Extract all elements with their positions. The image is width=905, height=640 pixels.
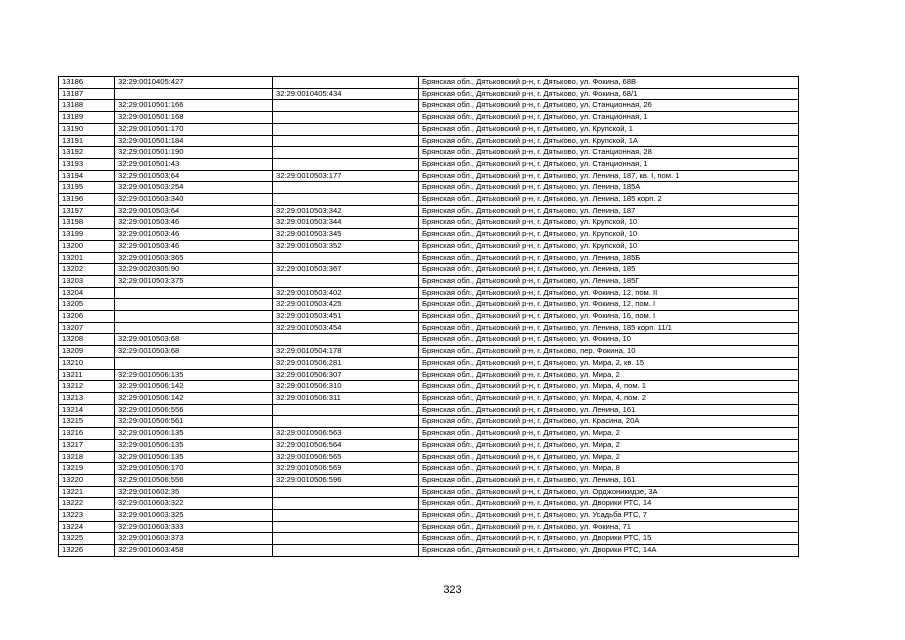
land-cadastral-number-cell: 32:29:0010501:166 (115, 100, 273, 112)
object-cadastral-number-cell (273, 252, 419, 264)
row-number-cell: 13223 (59, 510, 115, 522)
row-number-cell: 13212 (59, 381, 115, 393)
address-cell: Брянская обл., Дятьковский р-н, г. Дятьково, ул. Ленина, 185Г (419, 275, 799, 287)
table-row (59, 533, 799, 545)
address-cell: Брянская обл., Дятьковский р-н, г. Дятьково, ул. Дворики РТС, 14А (419, 545, 799, 557)
object-cadastral-number-cell (273, 545, 419, 557)
land-cadastral-number-cell (115, 322, 273, 334)
object-cadastral-number-cell: 32:29:0010503:344 (273, 217, 419, 229)
address-cell: Брянская обл., Дятьковский р-н, г. Дятьково, ул. Фокина, 12, пом. I (419, 299, 799, 311)
row-number-cell: 13224 (59, 521, 115, 533)
table-row (59, 498, 799, 510)
land-cadastral-number-cell: 32:29:0010501:170 (115, 123, 273, 135)
land-cadastral-number-cell (115, 287, 273, 299)
object-cadastral-number-cell (273, 147, 419, 159)
land-cadastral-number-cell: 32:29:0010506:556 (115, 404, 273, 416)
object-cadastral-number-cell (273, 533, 419, 545)
table-row (59, 229, 799, 241)
object-cadastral-number-cell: 32:29:0010503:352 (273, 240, 419, 252)
row-number-cell: 13202 (59, 264, 115, 276)
row-number-cell: 13191 (59, 135, 115, 147)
table-row (59, 287, 799, 299)
object-cadastral-number-cell: 32:29:0010506:307 (273, 369, 419, 381)
table-row (59, 147, 799, 159)
address-cell: Брянская обл., Дятьковский р-н, г. Дятьково, ул. Мира, 4, пом. 1 (419, 381, 799, 393)
address-cell: Брянская обл., Дятьковский р-н, г. Дятьково, ул. Ленина, 185 (419, 264, 799, 276)
land-cadastral-number-cell: 32:29:0010503:46 (115, 240, 273, 252)
object-cadastral-number-cell: 32:29:0010405:434 (273, 88, 419, 100)
row-number-cell: 13198 (59, 217, 115, 229)
land-cadastral-number-cell: 32:29:0010506:135 (115, 428, 273, 440)
table-row (59, 416, 799, 428)
table-row (59, 334, 799, 346)
address-cell: Брянская обл., Дятьковский р-н, г. Дятьково, ул. Фокина, 68/1 (419, 88, 799, 100)
table-row (59, 217, 799, 229)
address-cell: Брянская обл., Дятьковский р-н, г. Дятьково, ул. Ленина, 185 корп. 11/1 (419, 322, 799, 334)
object-cadastral-number-cell: 32:29:0010503:451 (273, 311, 419, 323)
object-cadastral-number-cell: 32:29:0010503:402 (273, 287, 419, 299)
address-cell: Брянская обл., Дятьковский р-н, г. Дятьково, ул. Мира, 2, кв. 15 (419, 357, 799, 369)
address-cell: Брянская обл., Дятьковский р-н, г. Дятьково, ул. Ленина, 161 (419, 474, 799, 486)
object-cadastral-number-cell (273, 521, 419, 533)
address-cell: Брянская обл., Дятьковский р-н, г. Дятьково, ул. Ленина, 187 (419, 205, 799, 217)
object-cadastral-number-cell: 32:29:0010503:345 (273, 229, 419, 241)
table-row (59, 264, 799, 276)
table-row (59, 346, 799, 358)
land-cadastral-number-cell: 32:29:0010503:68 (115, 334, 273, 346)
object-cadastral-number-cell (273, 416, 419, 428)
land-cadastral-number-cell: 32:29:0010503:64 (115, 205, 273, 217)
land-cadastral-number-cell: 32:29:0010603:333 (115, 521, 273, 533)
table-row (59, 474, 799, 486)
row-number-cell: 13211 (59, 369, 115, 381)
address-cell: Брянская обл., Дятьковский р-н, г. Дятьково, ул. Крупской, 1А (419, 135, 799, 147)
table-row (59, 510, 799, 522)
row-number-cell: 13188 (59, 100, 115, 112)
table-row (59, 252, 799, 264)
table-row (59, 88, 799, 100)
address-cell: Брянская обл., Дятьковский р-н, г. Дятьково, ул. Мира, 8 (419, 463, 799, 475)
row-number-cell: 13207 (59, 322, 115, 334)
land-cadastral-number-cell: 32:29:0010603:373 (115, 533, 273, 545)
object-cadastral-number-cell (273, 100, 419, 112)
table-row (59, 545, 799, 557)
address-cell: Брянская обл., Дятьковский р-н, г. Дятьково, ул. Станционная, 1 (419, 112, 799, 124)
address-cell: Брянская обл., Дятьковский р-н, г. Дятьково, ул. Мира, 2 (419, 428, 799, 440)
address-cell: Брянская обл., Дятьковский р-н, г. Дятьково, ул. Станционная, 28 (419, 147, 799, 159)
table-row (59, 381, 799, 393)
table-row (59, 100, 799, 112)
land-cadastral-number-cell: 32:29:0010405:427 (115, 77, 273, 89)
land-cadastral-number-cell: 32:29:0010603:325 (115, 510, 273, 522)
land-cadastral-number-cell: 32:29:0010503:46 (115, 229, 273, 241)
land-cadastral-number-cell: 32:29:0010501:190 (115, 147, 273, 159)
object-cadastral-number-cell (273, 275, 419, 287)
address-cell: Брянская обл., Дятьковский р-н, г. Дятьково, ул. Орджоникидзе, 3А (419, 486, 799, 498)
row-number-cell: 13187 (59, 88, 115, 100)
row-number-cell: 13213 (59, 392, 115, 404)
object-cadastral-number-cell: 32:29:0010506:569 (273, 463, 419, 475)
object-cadastral-number-cell (273, 123, 419, 135)
table-row (59, 322, 799, 334)
land-cadastral-number-cell: 32:29:0010501:43 (115, 158, 273, 170)
land-cadastral-number-cell: 32:29:0010501:168 (115, 112, 273, 124)
object-cadastral-number-cell: 32:29:0010504:178 (273, 346, 419, 358)
row-number-cell: 13203 (59, 275, 115, 287)
table-row (59, 299, 799, 311)
address-cell: Брянская обл., Дятьковский р-н, г. Дятьково, ул. Фокина, 68В (419, 77, 799, 89)
object-cadastral-number-cell: 32:29:0010503:425 (273, 299, 419, 311)
page-number: 323 (443, 584, 462, 596)
row-number-cell: 13205 (59, 299, 115, 311)
table-row (59, 463, 799, 475)
row-number-cell: 13189 (59, 112, 115, 124)
object-cadastral-number-cell: 32:29:0010503:454 (273, 322, 419, 334)
row-number-cell: 13186 (59, 77, 115, 89)
land-cadastral-number-cell: 32:29:0010503:68 (115, 346, 273, 358)
address-cell: Брянская обл., Дятьковский р-н, г. Дятьково, ул. Мира, 2 (419, 369, 799, 381)
table-row (59, 369, 799, 381)
row-number-cell: 13190 (59, 123, 115, 135)
table-row (59, 194, 799, 206)
land-cadastral-number-cell: 32:29:0010506:135 (115, 451, 273, 463)
object-cadastral-number-cell (273, 404, 419, 416)
table-row (59, 123, 799, 135)
table-row (59, 521, 799, 533)
address-cell: Брянская обл., Дятьковский р-н, г. Дятьково, ул. Фокина, 12, пом. II (419, 287, 799, 299)
land-cadastral-number-cell: 32:29:0010501:184 (115, 135, 273, 147)
land-cadastral-number-cell: 32:29:0010506:561 (115, 416, 273, 428)
row-number-cell: 13210 (59, 357, 115, 369)
object-cadastral-number-cell (273, 77, 419, 89)
row-number-cell: 13192 (59, 147, 115, 159)
address-cell: Брянская обл., Дятьковский р-н, г. Дятьково, ул. Ленина, 185 корп. 2 (419, 194, 799, 206)
object-cadastral-number-cell (273, 112, 419, 124)
address-cell: Брянская обл., Дятьковский р-н, г. Дятьково, ул. Фокина, 71 (419, 521, 799, 533)
table-row (59, 112, 799, 124)
address-cell: Брянская обл., Дятьковский р-н, г. Дятьково, ул. Станционная, 26 (419, 100, 799, 112)
address-cell: Брянская обл., Дятьковский р-н, г. Дятьково, пер. Фокина, 10 (419, 346, 799, 358)
land-cadastral-number-cell (115, 299, 273, 311)
table-row (59, 205, 799, 217)
table-row (59, 158, 799, 170)
land-cadastral-number-cell: 32:29:0010602:35 (115, 486, 273, 498)
row-number-cell: 13199 (59, 229, 115, 241)
land-cadastral-number-cell: 32:29:0010603:322 (115, 498, 273, 510)
object-cadastral-number-cell (273, 135, 419, 147)
row-number-cell: 13225 (59, 533, 115, 545)
row-number-cell: 13226 (59, 545, 115, 557)
address-cell: Брянская обл., Дятьковский р-н, г. Дятьково, ул. Ленина, 185Б (419, 252, 799, 264)
table-row (59, 170, 799, 182)
row-number-cell: 13195 (59, 182, 115, 194)
land-cadastral-number-cell: 32:29:0010506:135 (115, 439, 273, 451)
address-cell: Брянская обл., Дятьковский р-н, г. Дятьково, ул. Крупской, 1 (419, 123, 799, 135)
land-cadastral-number-cell: 32:29:0010503:46 (115, 217, 273, 229)
row-number-cell: 13220 (59, 474, 115, 486)
table-row (59, 182, 799, 194)
object-cadastral-number-cell: 32:29:0010506:563 (273, 428, 419, 440)
land-cadastral-number-cell: 32:29:0010503:64 (115, 170, 273, 182)
row-number-cell: 13215 (59, 416, 115, 428)
object-cadastral-number-cell: 32:29:0010506:596 (273, 474, 419, 486)
table-row (59, 135, 799, 147)
object-cadastral-number-cell (273, 182, 419, 194)
row-number-cell: 13201 (59, 252, 115, 264)
table-row (59, 77, 799, 89)
land-cadastral-number-cell: 32:29:0010506:556 (115, 474, 273, 486)
row-number-cell: 13200 (59, 240, 115, 252)
land-cadastral-number-cell: 32:29:0020305:90 (115, 264, 273, 276)
table-row (59, 357, 799, 369)
address-cell: Брянская обл., Дятьковский р-н, г. Дятьково, ул. Дворики РТС, 15 (419, 533, 799, 545)
address-cell: Брянская обл., Дятьковский р-н, г. Дятьково, ул. Фокина, 16, пом. I (419, 311, 799, 323)
object-cadastral-number-cell: 32:29:0010506:310 (273, 381, 419, 393)
table-row (59, 392, 799, 404)
address-cell: Брянская обл., Дятьковский р-н, г. Дятьково, ул. Ленина, 185А (419, 182, 799, 194)
object-cadastral-number-cell: 32:29:0010506:565 (273, 451, 419, 463)
row-number-cell: 13209 (59, 346, 115, 358)
address-cell: Брянская обл., Дятьковский р-н, г. Дятьково, ул. Дворики РТС, 14 (419, 498, 799, 510)
land-cadastral-number-cell: 32:29:0010503:340 (115, 194, 273, 206)
address-cell: Брянская обл., Дятьковский р-н, г. Дятьково, ул. Мира, 2 (419, 451, 799, 463)
object-cadastral-number-cell: 32:29:0010503:177 (273, 170, 419, 182)
land-cadastral-number-cell (115, 311, 273, 323)
land-cadastral-number-cell: 32:29:0010603:458 (115, 545, 273, 557)
table-row (59, 404, 799, 416)
row-number-cell: 13221 (59, 486, 115, 498)
row-number-cell: 13194 (59, 170, 115, 182)
address-cell: Брянская обл., Дятьковский р-н, г. Дятьково, ул. Станционная, 1 (419, 158, 799, 170)
land-cadastral-number-cell: 32:29:0010506:135 (115, 369, 273, 381)
row-number-cell: 13197 (59, 205, 115, 217)
table-row (59, 428, 799, 440)
land-cadastral-number-cell: 32:29:0010503:365 (115, 252, 273, 264)
object-cadastral-number-cell: 32:29:0010503:342 (273, 205, 419, 217)
object-cadastral-number-cell (273, 498, 419, 510)
address-cell: Брянская обл., Дятьковский р-н, г. Дятьково, ул. Крупской, 10 (419, 229, 799, 241)
object-cadastral-number-cell (273, 334, 419, 346)
row-number-cell: 13206 (59, 311, 115, 323)
table-row (59, 240, 799, 252)
object-cadastral-number-cell: 32:29:0010503:367 (273, 264, 419, 276)
address-cell: Брянская обл., Дятьковский р-н, г. Дятьково, ул. Усадьба РТС, 7 (419, 510, 799, 522)
address-cell: Брянская обл., Дятьковский р-н, г. Дятьково, ул. Крупской, 10 (419, 240, 799, 252)
land-cadastral-number-cell (115, 357, 273, 369)
address-cell: Брянская обл., Дятьковский р-н, г. Дятьково, ул. Мира, 2 (419, 439, 799, 451)
object-cadastral-number-cell (273, 510, 419, 522)
row-number-cell: 13222 (59, 498, 115, 510)
land-cadastral-number-cell (115, 88, 273, 100)
address-cell: Брянская обл., Дятьковский р-н, г. Дятьково, ул. Красина, 20А (419, 416, 799, 428)
address-cell: Брянская обл., Дятьковский р-н, г. Дятьково, ул. Фокина, 10 (419, 334, 799, 346)
object-cadastral-number-cell (273, 158, 419, 170)
object-cadastral-number-cell (273, 486, 419, 498)
row-number-cell: 13217 (59, 439, 115, 451)
land-cadastral-number-cell: 32:29:0010506:142 (115, 381, 273, 393)
object-cadastral-number-cell: 32:29:0010506:564 (273, 439, 419, 451)
table-row (59, 451, 799, 463)
registry-table-body (59, 77, 799, 557)
object-cadastral-number-cell: 32:29:0010506:281 (273, 357, 419, 369)
table-row (59, 439, 799, 451)
table-row (59, 486, 799, 498)
row-number-cell: 13196 (59, 194, 115, 206)
registry-table (58, 76, 799, 557)
row-number-cell: 13216 (59, 428, 115, 440)
table-row (59, 311, 799, 323)
land-cadastral-number-cell: 32:29:0010506:170 (115, 463, 273, 475)
address-cell: Брянская обл., Дятьковский р-н, г. Дятьково, ул. Мира, 4, пом. 2 (419, 392, 799, 404)
row-number-cell: 13219 (59, 463, 115, 475)
object-cadastral-number-cell: 32:29:0010506:311 (273, 392, 419, 404)
row-number-cell: 13193 (59, 158, 115, 170)
row-number-cell: 13218 (59, 451, 115, 463)
land-cadastral-number-cell: 32:29:0010503:375 (115, 275, 273, 287)
table-row (59, 275, 799, 287)
row-number-cell: 13214 (59, 404, 115, 416)
object-cadastral-number-cell (273, 194, 419, 206)
land-cadastral-number-cell: 32:29:0010506:142 (115, 392, 273, 404)
address-cell: Брянская обл., Дятьковский р-н, г. Дятьково, ул. Крупской, 10 (419, 217, 799, 229)
row-number-cell: 13208 (59, 334, 115, 346)
land-cadastral-number-cell: 32:29:0010503:254 (115, 182, 273, 194)
address-cell: Брянская обл., Дятьковский р-н, г. Дятьково, ул. Ленина, 161 (419, 404, 799, 416)
address-cell: Брянская обл., Дятьковский р-н, г. Дятьково, ул. Ленина, 187, кв. I, пом. 1 (419, 170, 799, 182)
row-number-cell: 13204 (59, 287, 115, 299)
